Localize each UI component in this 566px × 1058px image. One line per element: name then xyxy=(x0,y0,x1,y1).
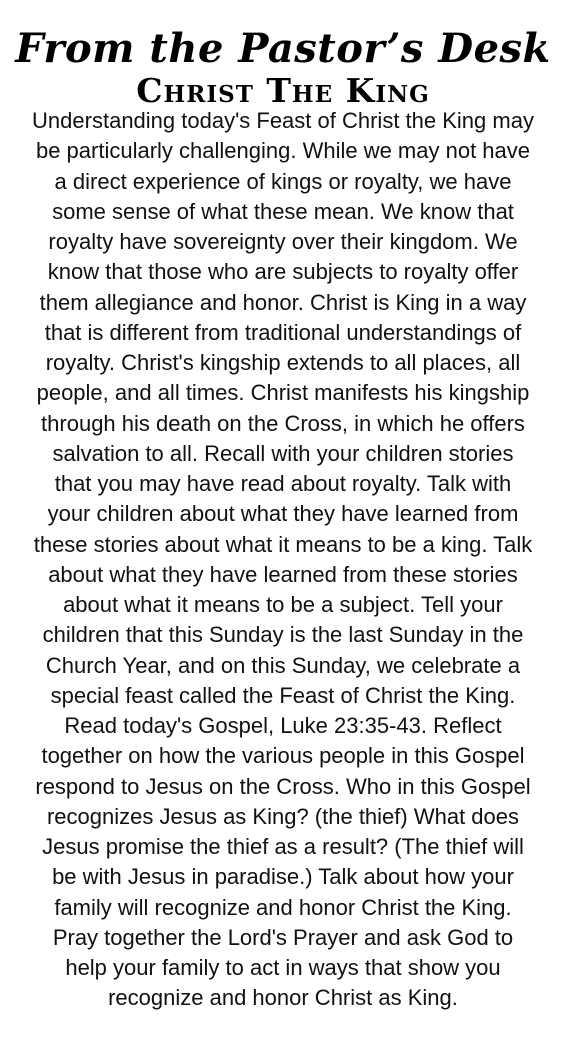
body-line: people, and all times. Christ manifests his kingship xyxy=(36,380,530,406)
body-line: these stories about what it means to be a king. Talk xyxy=(33,531,533,557)
body-line: salvation to all. Recall with your children stories xyxy=(52,440,514,466)
body-line: some sense of what these mean. We know that xyxy=(52,198,514,224)
body-line: family will recognize and honor Christ the King. xyxy=(54,894,512,920)
body-line: Read today's Gospel, Luke 23:35-43. Reflect xyxy=(64,713,502,738)
body-line: that is different from traditional understandings of xyxy=(44,319,522,345)
body-line: children that this Sunday is the last Sunday in the xyxy=(42,622,524,648)
body-line: royalty have sovereignty over their kingdom. We xyxy=(48,229,518,254)
body-line: special feast called the Feast of Christ the King. xyxy=(50,682,516,708)
body-line: a direct experience of kings or royalty, we have xyxy=(54,168,512,194)
body-line: that you may have read about royalty. Talk with xyxy=(54,471,512,496)
body-line: recognize and honor Christ as King. xyxy=(108,985,458,1011)
article-body xyxy=(0,106,566,1014)
body-line: your children about what they have learned from xyxy=(47,501,519,527)
body-line: be particularly challenging. While we may not have xyxy=(35,138,531,164)
body-line: about what it means to be a subject. Tell your xyxy=(63,592,503,617)
body-line: Pray together the Lord's Prayer and ask God to xyxy=(52,924,514,950)
body-line: Understanding today's Feast of Christ the King may xyxy=(32,108,534,133)
body-line: about what they have learned from these stories xyxy=(48,561,518,587)
body-line: know that those who are subjects to royalty offer xyxy=(47,259,519,285)
page-title: From the Pastor’s Desk xyxy=(15,25,551,72)
body-line: be with Jesus in paradise.) Talk about how your xyxy=(52,864,514,890)
body-line: respond to Jesus on the Cross. Who in this Gospel xyxy=(35,773,531,799)
body-line: recognizes Jesus as King? (the thief) What does xyxy=(46,803,520,829)
body-line: together on how the various people in this Gospel xyxy=(41,743,525,769)
body-line: Jesus promise the thief as a result? (The thief will xyxy=(42,834,524,859)
body-line: help your family to act in ways that show you xyxy=(65,955,501,980)
body-line: Church Year, and on this Sunday, we celebrate a xyxy=(45,652,521,678)
body-line: royalty. Christ's kingship extends to all places, all xyxy=(45,350,521,375)
body-line: through his death on the Cross, in which he offers xyxy=(41,410,525,436)
body-line: them allegiance and honor. Christ is King in a way xyxy=(39,289,527,315)
article-subtitle: Christ The King xyxy=(136,71,430,110)
